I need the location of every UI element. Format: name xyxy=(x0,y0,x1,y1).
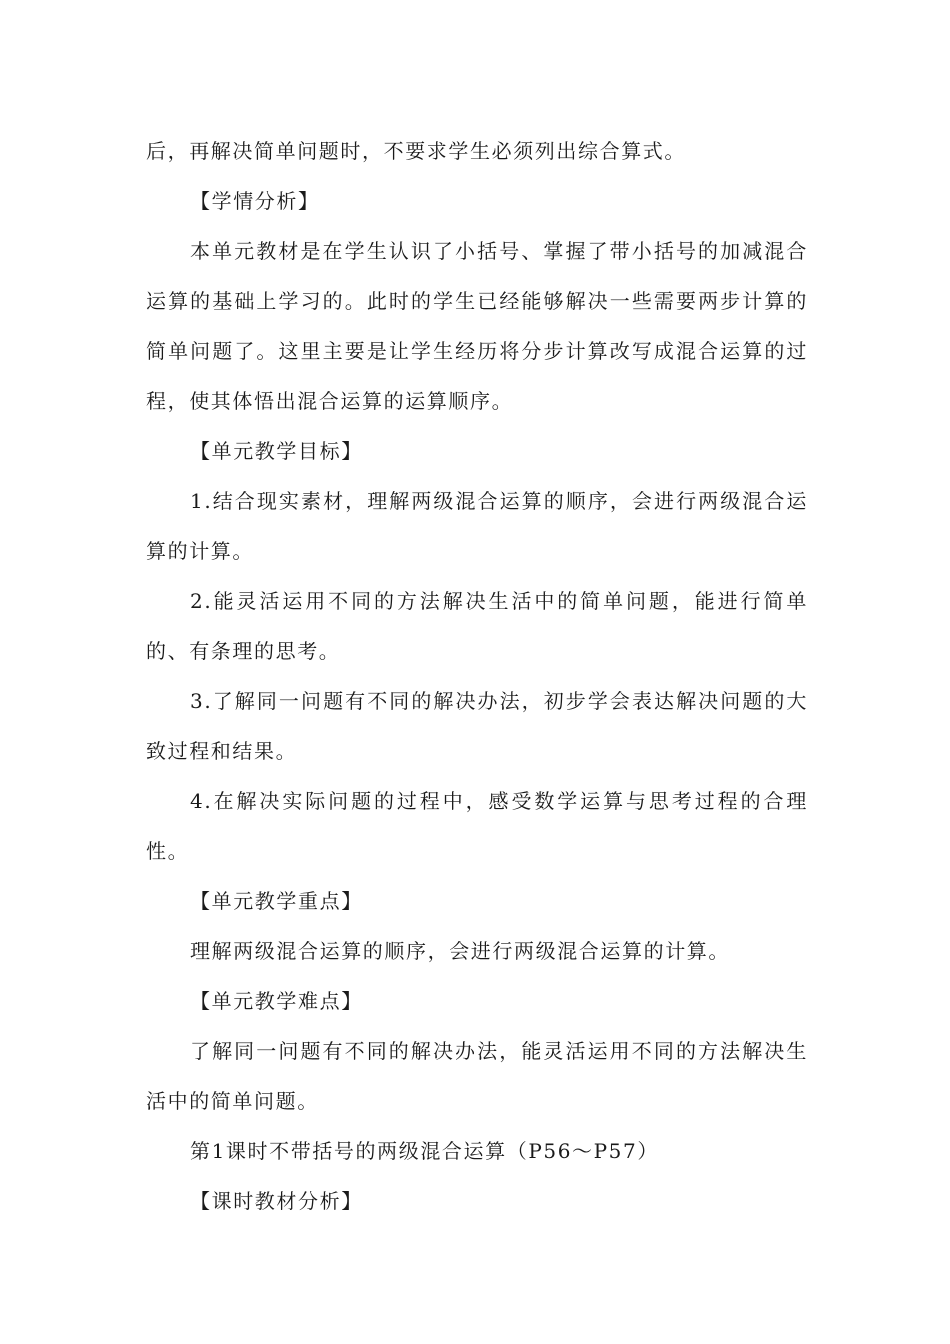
heading-unit-objectives: 【单元教学目标】 xyxy=(190,439,363,463)
paragraph-key-points: 理解两级混合运算的顺序，会进行两级混合运算的计算。 xyxy=(190,939,730,963)
heading-lesson-material-analysis: 【课时教材分析】 xyxy=(190,1189,363,1213)
paragraph-difficulties: 了解同一问题有不同的解决办法，能灵活运用不同的方法解决生活中的简单问题。 xyxy=(146,1039,808,1113)
objective-item-4: 4.在解决实际问题的过程中，感受数学运算与思考过程的合理性。 xyxy=(146,789,808,863)
heading-learning-analysis: 【学情分析】 xyxy=(190,189,320,213)
objective-item-1: 1.结合现实素材，理解两级混合运算的顺序，会进行两级混合运算的计算。 xyxy=(146,489,808,563)
paragraph-learning-analysis: 本单元教材是在学生认识了小括号、掌握了带小括号的加减混合运算的基础上学习的。此时的学生已经能够解决一些需要两步计算的简单问题了。这里主要是让学生经历将分步计算改写成混合运算的过程，使其体悟出混合运算的运算顺序。 xyxy=(146,239,808,413)
objective-item-2: 2.能灵活运用不同的方法解决生活中的简单问题，能进行简单的、有条理的思考。 xyxy=(146,589,808,663)
paragraph-continuation: 后，再解决简单问题时，不要求学生必须列出综合算式。 xyxy=(146,139,686,163)
heading-unit-difficulties: 【单元教学难点】 xyxy=(190,989,363,1013)
document-body xyxy=(146,126,808,1226)
objective-item-3: 3.了解同一问题有不同的解决办法，初步学会表达解决问题的大致过程和结果。 xyxy=(146,689,808,763)
heading-unit-key-points: 【单元教学重点】 xyxy=(190,889,363,913)
lesson-title: 第1课时不带括号的两级混合运算（P56～P57） xyxy=(190,1139,659,1163)
